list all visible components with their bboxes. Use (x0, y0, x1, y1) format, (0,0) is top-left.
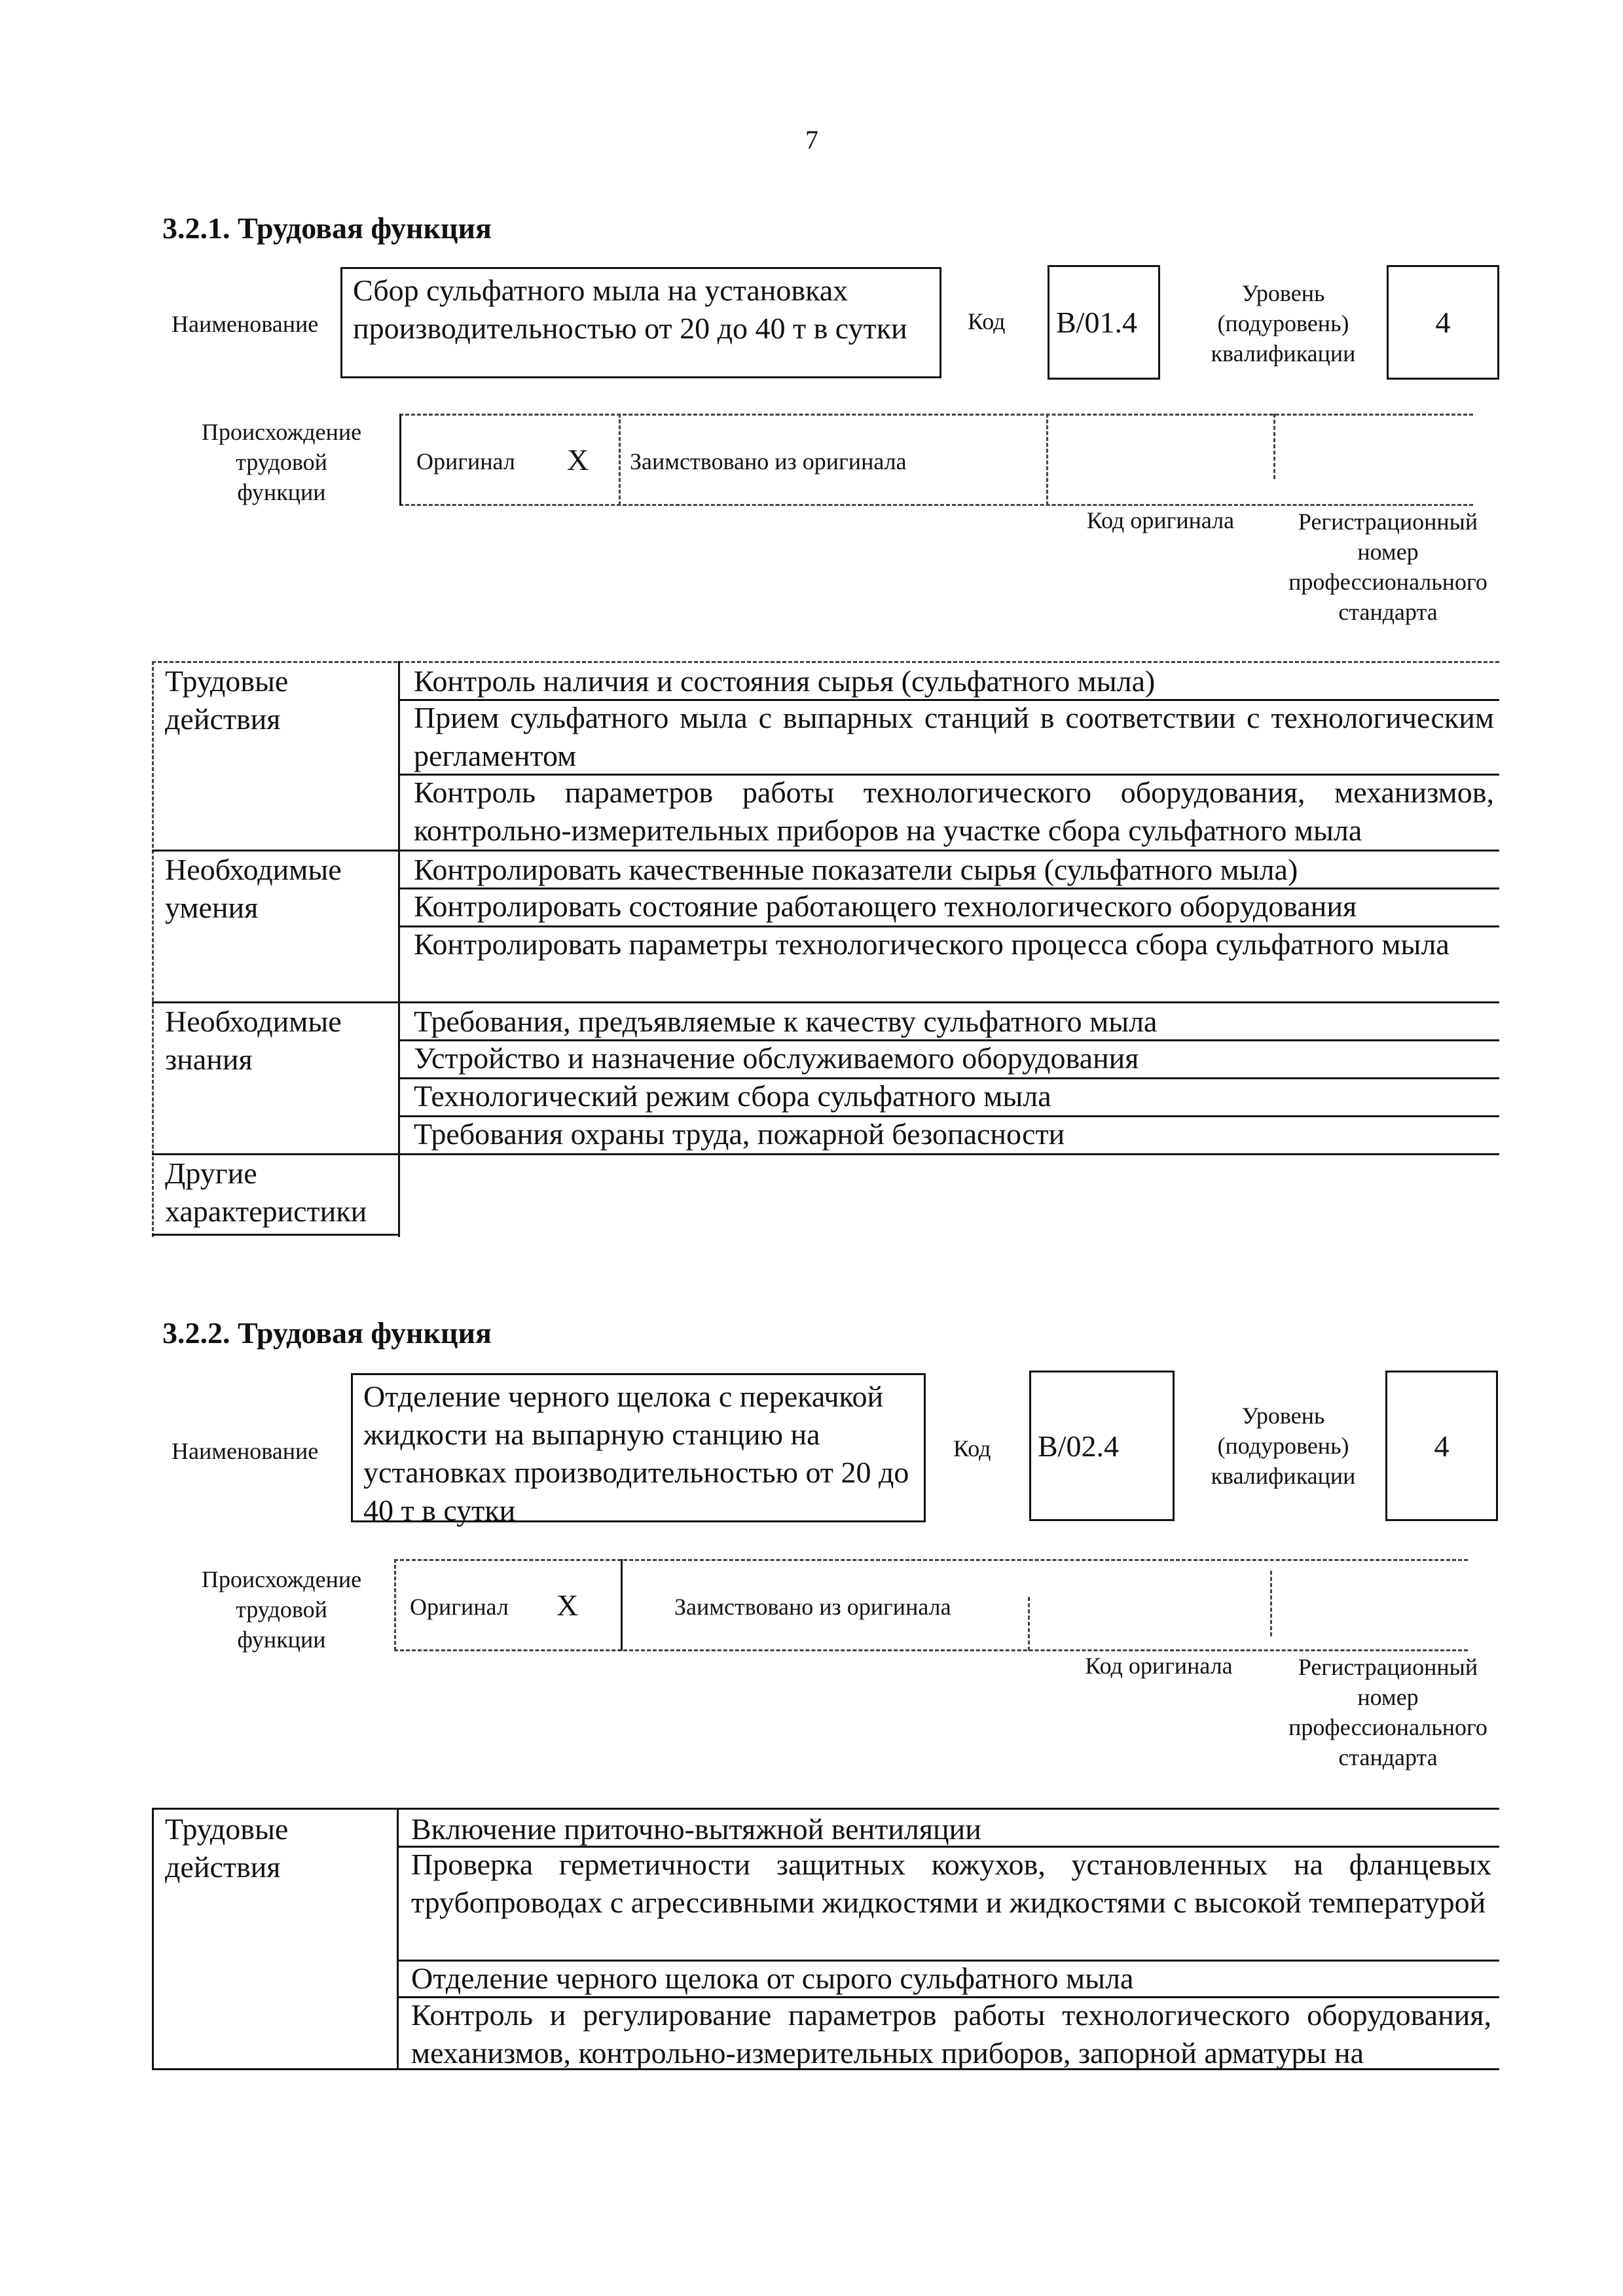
code-box: B/02.4 (1029, 1371, 1175, 1521)
origin-divider-2 (1028, 1597, 1030, 1651)
category-label: Трудовые действия (165, 1812, 289, 1884)
origin-divider-2 (1046, 414, 1048, 505)
origin-frame-top (394, 1559, 1468, 1561)
table-row: Проверка герметичности защитных кожухов, установленных на фланцевых трубопроводах с агрессивными жидкостями и жидкостями с высокой температурой (411, 1848, 1491, 1919)
table-row: Контроль и регулирование параметров работы технологического оборудования, механизмов, контрольно-измерительных приборов, запорной арматуры на (411, 1998, 1491, 2070)
table-row: Включение приточно-вытяжной вентиляции (411, 1812, 981, 1846)
table-row: Контролировать состояние работающего технологического оборудования (414, 889, 1357, 923)
borrowed-label: Заимствовано из оригинала (630, 448, 907, 475)
table-left-border (152, 1808, 154, 2070)
table-row: Прием сульфатного мыла с выпарных станций в соответствии с технологическим регламентом (414, 701, 1494, 772)
table-row: Контроль параметров работы технологического оборудования, механизмов, контрольно-измерительных приборов на участке сбора сульфатного мыла (414, 776, 1494, 847)
code-label: Код (953, 1435, 991, 1462)
level-box: 4 (1385, 1371, 1498, 1521)
original-label: Оригинал (410, 1594, 509, 1620)
table-bottom-left (152, 1234, 398, 1236)
origin-label: Происхождение трудовой функции (201, 1566, 362, 1653)
name-label: Наименование (172, 1438, 319, 1464)
origin-divider-3 (1270, 1571, 1272, 1636)
table-row: Технологический режим сбора сульфатного мыла (414, 1079, 1051, 1113)
table-row: Устройство и назначение обслуживаемого оборудования (414, 1041, 1139, 1075)
original-label: Оригинал (416, 448, 515, 475)
origin-frame-top (399, 414, 1473, 416)
table-left-border (152, 661, 154, 1237)
origin-divider-1 (619, 414, 621, 505)
origin-divider-3 (1273, 414, 1275, 479)
origin-label: Происхождение трудовой функции (201, 419, 362, 505)
table-row: Требования, предъявляемые к качеству сульфатного мыла (414, 1005, 1158, 1038)
orig-code-label: Код оригинала (1086, 507, 1235, 533)
origin-frame-left (399, 414, 401, 505)
original-mark: X (567, 443, 589, 476)
table-top-border (152, 1808, 1499, 1810)
table-row: Контроль наличия и состояния сырья (сульфатного мыла) (414, 664, 1156, 698)
table-row: Контролировать качественные показатели сырья (сульфатного мыла) (414, 853, 1298, 886)
code-label: Код (968, 308, 1006, 334)
original-mark: X (556, 1588, 579, 1622)
section-title: 3.2.1. Трудовая функция (162, 211, 492, 245)
category-label: Необходимые умения (165, 853, 342, 924)
table-row: Отделение черного щелока от сырого сульфатного мыла (411, 1962, 1134, 1995)
section-title: 3.2.2. Трудовая функция (162, 1316, 492, 1350)
origin-frame-bottom (394, 1649, 1468, 1651)
level-label: Уровень (подуровень) квалификации (1211, 280, 1356, 367)
reg-number-label: Регистрационный номер профессионального стандарта (1288, 509, 1487, 625)
table-row: Контролировать параметры технологического процесса сбора сульфатного мыла (414, 927, 1450, 961)
name-label: Наименование (172, 311, 319, 337)
category-label: Необходимые знания (165, 1005, 342, 1076)
level-box: 4 (1387, 265, 1499, 380)
origin-frame-left (394, 1559, 396, 1651)
reg-number-label: Регистрационный номер профессионального стандарта (1288, 1654, 1487, 1770)
code-box: B/01.4 (1048, 265, 1160, 380)
level-label: Уровень (подуровень) квалификации (1211, 1403, 1356, 1489)
page-number: 7 (805, 125, 818, 154)
table-row: Требования охраны труда, пожарной безопасности (414, 1117, 1065, 1151)
orig-code-label: Код оригинала (1085, 1653, 1233, 1679)
origin-frame-bottom (399, 504, 1473, 506)
borrowed-label: Заимствовано из оригинала (674, 1594, 951, 1620)
function-name-box: Отделение черного щелока с перекачкой жидкости на выпарную станцию на установках производительностью от 20 до 40 т в сутки (351, 1373, 926, 1522)
function-name-box: Сбор сульфатного мыла на установках производительностью от 20 до 40 т в сутки (340, 267, 941, 378)
table-divider (398, 661, 400, 1237)
origin-divider-1 (621, 1559, 623, 1651)
category-label: Трудовые действия (165, 664, 289, 736)
category-label: Другие характеристики (165, 1157, 367, 1228)
